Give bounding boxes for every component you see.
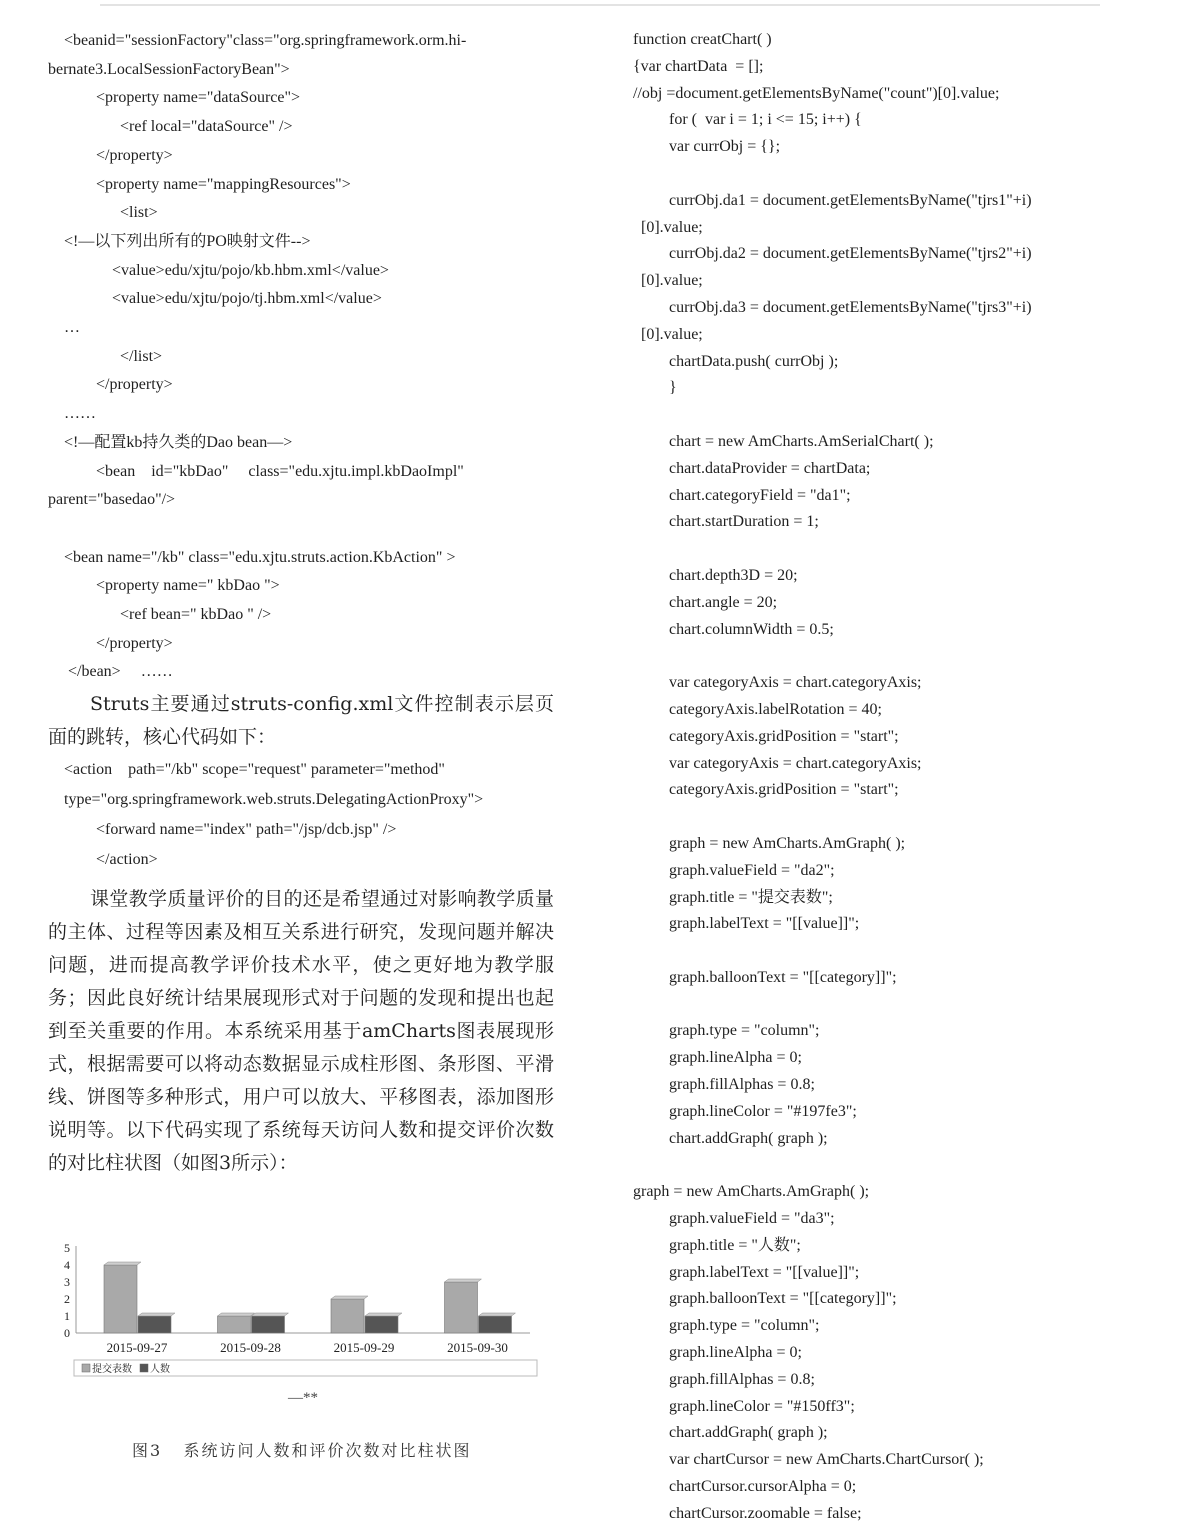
bar-submitted [104, 1265, 137, 1333]
figure-bar-chart [52, 1238, 542, 1383]
y-tick-label: 5 [64, 1241, 70, 1255]
code-line: [0].value; [633, 218, 703, 236]
code-line: categoryAxis.gridPosition = "start"; [633, 727, 899, 745]
code-line: </property> [48, 376, 173, 394]
code-line: </property> [48, 634, 173, 652]
code-line: graph.lineColor = "#150ff3"; [633, 1397, 855, 1415]
bar-visitors [138, 1316, 171, 1333]
x-tick-label: 2015-09-27 [106, 1340, 168, 1355]
code-line: <!—以下列出所有的PO映射文件--> [48, 232, 311, 250]
code-line: var currObj = {}; [633, 138, 781, 156]
code-block-spring-config [48, 27, 466, 687]
code-line: <value>edu/xjtu/pojo/tj.hbm.xml</value> [48, 290, 382, 308]
code-line: graph = new AmCharts.AmGraph( ); [633, 834, 906, 852]
code-line [48, 515, 466, 544]
code-line: graph.fillAlphas = 0.8; [633, 1370, 815, 1388]
code-line: graph.balloonText = "[[category]]"; [633, 1290, 897, 1308]
code-line [633, 402, 1032, 429]
code-line: graph.lineAlpha = 0; [633, 1344, 802, 1362]
legend-swatch [140, 1364, 148, 1372]
code-line: graph.valueField = "da2"; [633, 861, 835, 879]
code-line: {var chartData = []; [633, 57, 764, 75]
code-line: [0].value; [633, 325, 703, 343]
code-line: for ( var i = 1; i <= 15; i++) { [633, 111, 862, 129]
code-line: graph.fillAlphas = 0.8; [633, 1076, 815, 1094]
code-line: <!—配置kb持久类的Dao bean—> [48, 433, 293, 451]
code-line: <bean id="kbDao" class="edu.xjtu.impl.kbDaoImpl" [48, 462, 464, 480]
code-line: currObj.da1 = document.getElementsByName("tjrs1"+i) [633, 191, 1032, 209]
code-line [633, 161, 1032, 188]
code-line: <property name="mappingResources"> [48, 175, 351, 193]
x-tick-label: 2015-09-30 [447, 1340, 508, 1355]
code-line: categoryAxis.labelRotation = 40; [633, 700, 882, 718]
legend-label: 人数 [150, 1364, 170, 1375]
page-top-rule [100, 4, 1100, 6]
code-line: <beanid="sessionFactory"class="org.springframework.orm.hi- [48, 32, 467, 49]
code-line: <forward name="index" path="/jsp/dcb.jsp" /> [48, 821, 397, 838]
figure-mark: —** [288, 1390, 318, 1406]
code-line: </action> [48, 851, 158, 868]
code-line [633, 938, 1032, 965]
code-line: chart.addGraph( graph ); [633, 1424, 828, 1442]
legend-swatch [82, 1364, 90, 1372]
code-line: </property> [48, 146, 173, 164]
code-line: </bean> …… [48, 663, 173, 681]
paragraph-struts: Struts主要通过struts-config.xml文件控制表示层页面的跳转，核心代码如下： [48, 693, 554, 748]
code-line: graph.title = "提交表数"; [633, 888, 833, 906]
x-tick-label: 2015-09-28 [220, 1340, 281, 1355]
code-line: <property name=" kbDao "> [48, 577, 280, 595]
code-line [633, 643, 1032, 670]
code-line: graph.balloonText = "[[category]]"; [633, 968, 897, 986]
code-line: graph = new AmCharts.AmGraph( ); [633, 1183, 870, 1201]
bar-top-face [365, 1313, 402, 1316]
y-tick-label: 3 [64, 1275, 70, 1289]
bar-visitors [479, 1316, 512, 1333]
code-line: graph.type = "column"; [633, 1022, 820, 1040]
bar-top-face [218, 1313, 255, 1316]
code-line: chart.categoryField = "da1"; [633, 486, 851, 504]
code-line: type="org.springframework.web.struts.DelegatingActionProxy"> [48, 791, 484, 808]
code-line: chart = new AmCharts.AmSerialChart( ); [633, 432, 934, 450]
code-line: //obj =document.getElementsByName("count")[0].value; [633, 84, 1000, 102]
code-line: var chartCursor = new AmCharts.ChartCursor( ); [633, 1451, 984, 1469]
code-line: chartData.push( currObj ); [633, 352, 839, 370]
code-line [633, 1152, 1032, 1179]
bar-top-face [445, 1279, 482, 1282]
code-line: [0].value; [633, 272, 703, 290]
code-line: chart.addGraph( graph ); [633, 1129, 828, 1147]
code-line: var categoryAxis = chart.categoryAxis; [633, 674, 922, 692]
code-line: graph.title = "人数"; [633, 1236, 801, 1254]
code-line: </list> [48, 347, 163, 365]
bar-top-face [104, 1262, 141, 1265]
bar-visitors [252, 1316, 285, 1333]
code-line: graph.valueField = "da3"; [633, 1210, 835, 1228]
bar-submitted [218, 1316, 251, 1333]
code-line: …… [48, 405, 96, 423]
code-line [633, 536, 1032, 563]
code-line: <list> [48, 204, 158, 222]
bar-top-face [331, 1296, 368, 1299]
code-line: <bean name="/kb" class="edu.xjtu.struts.action.KbAction" > [48, 548, 456, 566]
code-line: <ref local="dataSource" /> [48, 118, 293, 136]
code-line [633, 992, 1032, 1019]
y-tick-label: 0 [64, 1326, 70, 1340]
code-line: currObj.da3 = document.getElementsByName("tjrs3"+i) [633, 298, 1032, 316]
code-line: graph.lineAlpha = 0; [633, 1049, 802, 1067]
y-tick-label: 4 [64, 1258, 70, 1272]
code-line: chart.depth3D = 20; [633, 566, 798, 584]
code-line: chart.columnWidth = 0.5; [633, 620, 834, 638]
bar-top-face [138, 1313, 175, 1316]
code-line: graph.type = "column"; [633, 1317, 820, 1335]
code-line [633, 804, 1032, 831]
paragraph-evaluation: 课堂教学质量评价的目的还是希望通过对影响教学质量的主体、过程等因素及相互关系进行研究，发现问题并解决问题，进而提高教学评价技术水平，使之更好地为教学服务；因此良好统计结果展现形式对于问题的发现和提出也起到至关重要的作用。本系统采用基于amCharts图表展现形式，根据需要可以将动态数据显示成柱形图、条形图、平滑线、饼图等多种形式，用户可以放大、平移图表，添加图形说明等。以下代码实现了系统每天访问人数和提交评价次数的对比柱状图（如图3所示）： [48, 888, 554, 1174]
bar-visitors [365, 1316, 398, 1333]
code-line: parent="basedao"/> [48, 491, 176, 509]
code-line: currObj.da2 = document.getElementsByName("tjrs2"+i) [633, 245, 1032, 263]
code-line: <property name="dataSource"> [48, 89, 301, 107]
code-line: bernate3.LocalSessionFactoryBean"> [48, 60, 290, 78]
code-line: graph.labelText = "[[value]]"; [633, 1263, 860, 1281]
code-line: function creatChart( ) [633, 31, 772, 48]
code-line: <ref bean=" kbDao " /> [48, 606, 272, 624]
code-line: chart.dataProvider = chartData; [633, 459, 871, 477]
code-line: … [48, 319, 80, 337]
code-line: var categoryAxis = chart.categoryAxis; [633, 754, 922, 772]
code-block-struts-action [48, 755, 483, 875]
code-line: <value>edu/xjtu/pojo/kb.hbm.xml</value> [48, 261, 389, 279]
code-line: chart.startDuration = 1; [633, 513, 819, 531]
code-line: graph.labelText = "[[value]]"; [633, 915, 860, 933]
bar-top-face [252, 1313, 289, 1316]
y-tick-label: 1 [64, 1309, 70, 1323]
code-line: } [633, 379, 677, 397]
legend-label: 提交表数 [92, 1364, 132, 1375]
x-tick-label: 2015-09-29 [333, 1340, 395, 1355]
bar-submitted [331, 1299, 364, 1333]
code-line: chartCursor.zoomable = false; [633, 1504, 862, 1522]
code-line: chartCursor.cursorAlpha = 0; [633, 1478, 857, 1496]
y-tick-label: 2 [64, 1292, 70, 1306]
code-line: categoryAxis.gridPosition = "start"; [633, 781, 899, 799]
code-line: graph.lineColor = "#197fe3"; [633, 1102, 857, 1120]
code-line: chart.angle = 20; [633, 593, 778, 611]
code-block-amcharts [633, 27, 1032, 1528]
bar-top-face [479, 1313, 516, 1316]
figure-caption: 图3 系统访问人数和评价次数对比柱状图 [132, 1441, 472, 1460]
code-line: <action path="/kb" scope="request" parameter="method" [48, 761, 445, 778]
bar-submitted [445, 1282, 478, 1333]
